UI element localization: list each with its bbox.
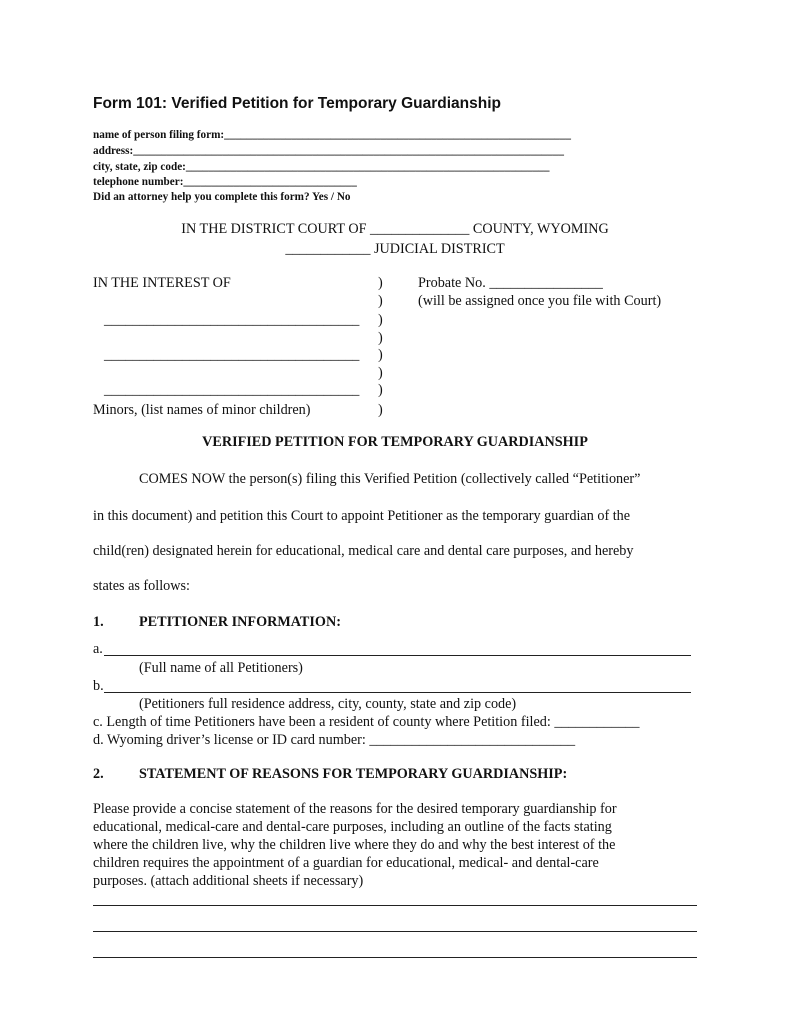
reasons-line-2: educational, medical-care and dental-care purposes, including an outline of the facts stating <box>93 819 612 835</box>
section-2-number: 2. <box>93 766 104 782</box>
address-field[interactable]: address:_____________________________________________________________________________ <box>93 145 564 157</box>
residency-length-field[interactable]: c. Length of time Petitioners have been a resident of county where Petition filed: ____________ <box>93 714 640 730</box>
reasons-answer-line[interactable] <box>93 905 697 906</box>
probate-number-field[interactable]: Probate No. ________________ <box>418 275 603 291</box>
reasons-line-3: where the children live, why the children live where they do and why the best interest of the <box>93 837 616 853</box>
city-state-zip-field[interactable]: city, state, zip code:_________________________________________________________________ <box>93 161 550 173</box>
intro-line-3: child(ren) designated herein for educational, medical care and dental care purposes, and hereby <box>93 543 634 559</box>
minor-name-line-2[interactable]: ____________________________________ <box>104 347 360 363</box>
reasons-answer-line[interactable] <box>93 957 697 958</box>
caption-paren: ) <box>378 275 383 291</box>
intro-line-1: COMES NOW the person(s) filing this Verified Petition (collectively called “Petitioner” <box>139 471 641 487</box>
filer-name-field[interactable]: name of person filing form:______________________________________________________________ <box>93 129 571 141</box>
item-a-hint: (Full name of all Petitioners) <box>139 660 303 676</box>
item-a-label: a. <box>93 641 103 657</box>
attorney-help-question[interactable]: Did an attorney help you complete this form? Yes / No <box>93 191 351 203</box>
petitioner-address-line[interactable] <box>104 692 691 693</box>
intro-line-2: in this document) and petition this Court to appoint Petitioner as the temporary guardian of the <box>93 508 631 524</box>
license-number-field[interactable]: d. Wyoming driver’s license or ID card number: _____________________________ <box>93 732 576 748</box>
reasons-line-4: children requires the appointment of a guardian for educational, medical- and dental-care <box>93 855 599 871</box>
form-title: Form 101: Verified Petition for Temporary Guardianship <box>93 95 501 112</box>
caption-paren: ) <box>378 312 383 328</box>
telephone-field[interactable]: telephone number:_______________________________ <box>93 176 357 188</box>
probate-note: (will be assigned once you file with Court) <box>418 293 662 309</box>
minors-label: Minors, (list names of minor children) <box>93 402 311 418</box>
section-1-number: 1. <box>93 614 104 630</box>
caption-paren: ) <box>378 402 383 418</box>
caption-paren: ) <box>378 382 383 398</box>
caption-paren: ) <box>378 365 383 381</box>
caption-paren: ) <box>378 347 383 363</box>
caption-paren: ) <box>378 293 383 309</box>
reasons-line-5: purposes. (attach additional sheets if necessary) <box>93 873 364 889</box>
judicial-district-line: ____________ JUDICIAL DISTRICT <box>285 241 505 257</box>
caption-paren: ) <box>378 330 383 346</box>
in-interest-of-label: IN THE INTEREST OF <box>93 275 231 291</box>
reasons-answer-line[interactable] <box>93 931 697 932</box>
item-b-label: b. <box>93 678 104 694</box>
petitioner-names-line[interactable] <box>104 655 691 656</box>
item-b-hint: (Petitioners full residence address, city, county, state and zip code) <box>139 696 517 712</box>
section-2-heading: STATEMENT OF REASONS FOR TEMPORARY GUARDIANSHIP: <box>139 766 568 782</box>
petition-heading: VERIFIED PETITION FOR TEMPORARY GUARDIANSHIP <box>202 434 588 450</box>
reasons-line-1: Please provide a concise statement of the reasons for the desired temporary guardianship for <box>93 801 617 817</box>
intro-line-4: states as follows: <box>93 578 190 594</box>
minor-name-line-3[interactable]: ____________________________________ <box>104 382 360 398</box>
minor-name-line-1[interactable]: ____________________________________ <box>104 312 360 328</box>
court-line: IN THE DISTRICT COURT OF ______________ COUNTY, WYOMING <box>181 221 609 237</box>
section-1-heading: PETITIONER INFORMATION: <box>139 614 341 630</box>
